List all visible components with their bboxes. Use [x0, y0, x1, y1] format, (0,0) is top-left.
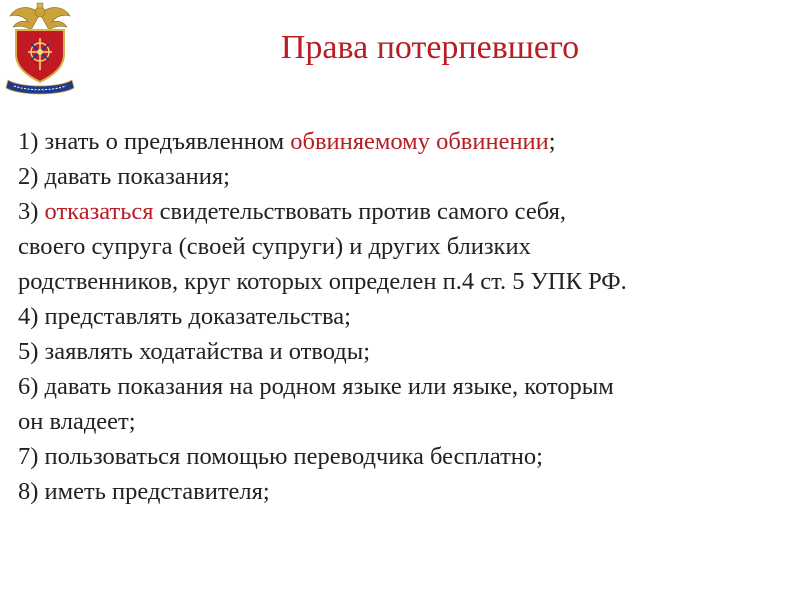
body-text-segment: 8) иметь представителя; [18, 478, 270, 505]
body-text-segment: своего супруга (своей супруги) и других близких [18, 233, 531, 260]
body-text-segment: 4) представлять доказательства; [18, 303, 351, 330]
rights-list-line [18, 124, 794, 159]
body-text-segment: 7) пользоваться помощью переводчика бесплатно; [18, 443, 543, 470]
body-text-segment: 6) давать показания на родном языке или языке, которым [18, 373, 614, 400]
police-emblem-icon [0, 0, 80, 100]
rights-list-line [18, 229, 794, 264]
rights-list-line [18, 334, 794, 369]
rights-list-line [18, 299, 794, 334]
rights-list-line [18, 369, 794, 404]
body-text-segment: свидетельствовать против самого себя, [153, 198, 566, 225]
rights-list-line [18, 439, 794, 474]
slide-title: Права потерпевшего [280, 29, 580, 66]
body-text-segment: 1) знать о предъявленном [18, 128, 291, 155]
body-text-segment: ; [548, 128, 556, 155]
body-text-segment: родственников, круг которых определен п.4 ст. 5 УПК РФ. [18, 268, 627, 295]
body-text-segment: 3) [18, 198, 45, 225]
rights-list-line [18, 264, 794, 299]
rights-list-line [18, 474, 794, 509]
rights-list [18, 124, 794, 509]
body-text-segment: он владеет; [18, 408, 136, 435]
highlighted-text: отказаться [44, 198, 154, 225]
body-text-segment: 5) заявлять ходатайства и отводы; [18, 338, 371, 365]
rights-list-line [18, 404, 794, 439]
body-text-segment: 2) давать показания; [18, 163, 230, 190]
rights-list-line [18, 159, 794, 194]
rights-list-line [18, 194, 794, 229]
highlighted-text: обвиняемому обвинении [290, 128, 549, 155]
